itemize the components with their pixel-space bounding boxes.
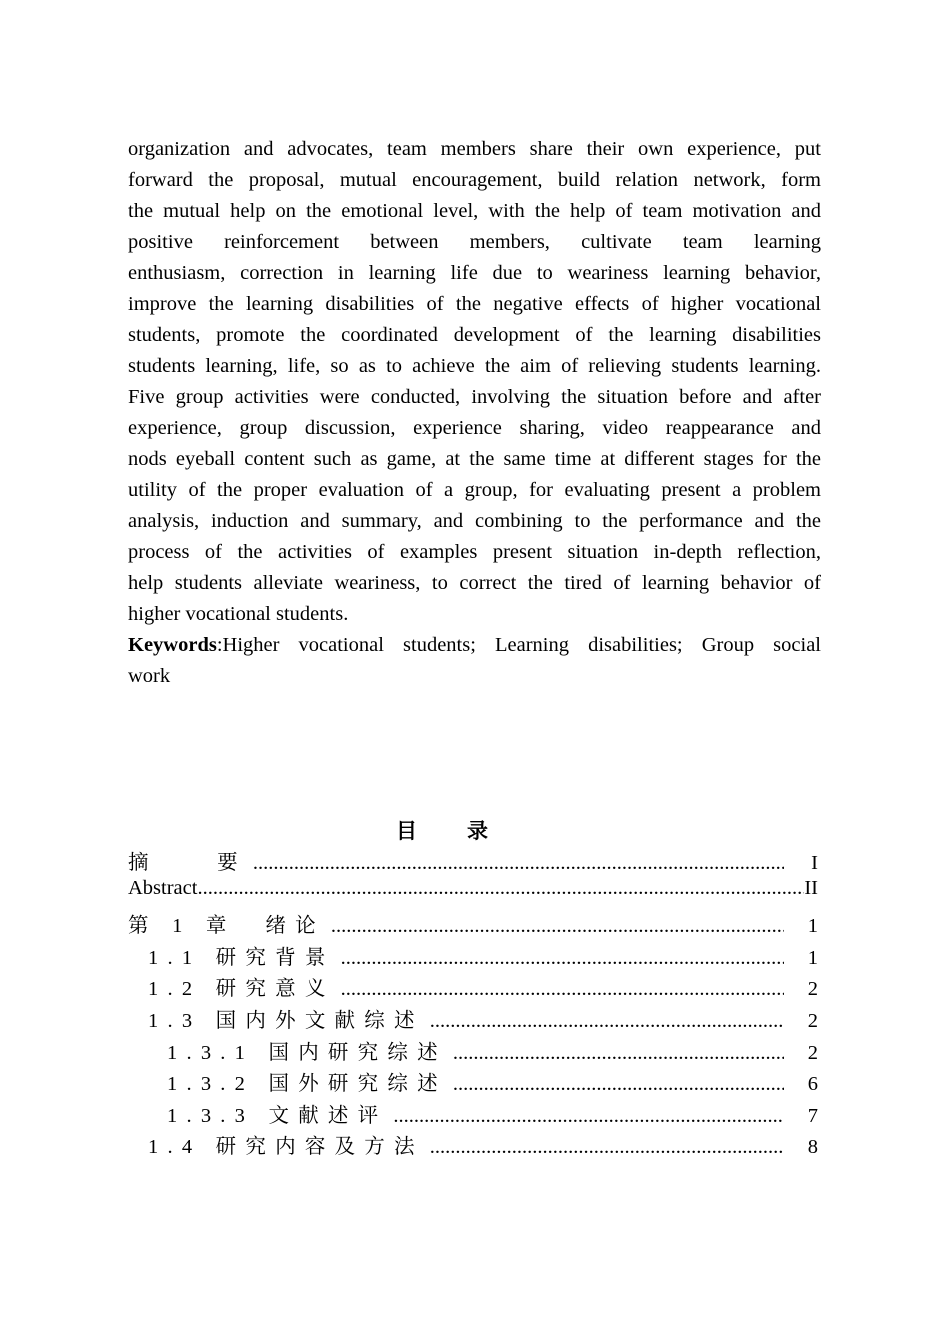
abstract-line: organization and advocates, team members share their own experience, put — [128, 138, 821, 160]
abstract-line: experience, group discussion, experience sharing, video reappearance and — [128, 417, 821, 439]
dot-leader — [341, 947, 784, 970]
abstract-line: positive reinforcement between members, cultivate team learning — [128, 231, 821, 253]
toc-entry-abstract-cn[interactable] — [128, 845, 818, 877]
abstract-line: forward the proposal, mutual encouragement, build relation network, form — [128, 169, 821, 191]
abstract-body — [128, 134, 821, 692]
toc-entry-1-1[interactable] — [128, 940, 818, 972]
toc-entry-label: 1.4 研究内容及方法 — [148, 1136, 424, 1159]
dot-leader — [393, 1105, 784, 1128]
toc-entry-label: 1.3.2 国外研究综述 — [167, 1073, 447, 1096]
toc-entry-1-3[interactable] — [128, 1003, 818, 1035]
keywords-label: Keywords — [128, 634, 217, 656]
toc-entry-1-4[interactable] — [128, 1129, 818, 1161]
toc-page-number: 7 — [807, 1104, 818, 1127]
toc-page-number: I — [811, 852, 818, 874]
toc-page-number: II — [804, 876, 818, 899]
toc-entry-label: 1.2 研究意义 — [148, 978, 335, 1001]
toc-page-number: 2 — [807, 978, 818, 1001]
dot-leader — [453, 1073, 784, 1096]
toc-entry-label: 1.3 国内外文献综述 — [148, 1009, 424, 1032]
toc-page-number: 1 — [807, 946, 818, 969]
dot-leader — [430, 1136, 784, 1159]
abstract-line: help students alleviate weariness, to correct the tired of learning behavior of — [128, 572, 821, 594]
table-of-contents — [128, 845, 818, 1161]
toc-entry-chapter-1[interactable] — [128, 908, 818, 940]
dot-leader — [197, 877, 804, 900]
toc-entry-label: Abstract — [128, 876, 198, 899]
abstract-line: process of the activities of examples present situation in-depth reflection, — [128, 541, 821, 563]
toc-page-number: 2 — [807, 1041, 818, 1064]
toc-page-number: 1 — [807, 915, 818, 938]
dot-leader — [453, 1042, 784, 1065]
toc-entry-label: 1.1 研究背景 — [148, 946, 335, 969]
dot-leader — [430, 1010, 784, 1033]
abstract-line: enthusiasm, correction in learning life due to weariness learning behavior, — [128, 262, 821, 284]
toc-page-number: 6 — [807, 1073, 818, 1096]
keywords-text: :Higher vocational students; Learning disabilities; Group social — [216, 634, 821, 656]
abstract-line: nods eyeball content such as game, at the same time at different stages for the — [128, 448, 821, 470]
abstract-line: analysis, induction and summary, and combining to the performance and the — [128, 510, 821, 532]
dot-leader — [341, 978, 784, 1001]
toc-entry-1-3-3[interactable] — [128, 1098, 818, 1130]
toc-entry-label: 1.3.1 国内研究综述 — [167, 1041, 447, 1064]
toc-entry-label: 1.3.3 文献述评 — [167, 1104, 388, 1127]
dot-leader — [253, 852, 784, 875]
toc-entry-label: 摘 要 — [128, 852, 247, 874]
abstract-line: Five group activities were conducted, involving the situation before and after — [128, 386, 821, 408]
toc-entry-label: 第 1 章 绪论 — [128, 915, 325, 938]
abstract-line: students learning, life, so as to achieve the aim of relieving students learning. — [128, 355, 821, 377]
toc-title: 目录 — [396, 819, 538, 843]
toc-entry-1-3-1[interactable] — [128, 1035, 818, 1067]
dot-leader — [331, 915, 784, 938]
keywords-line — [128, 630, 821, 661]
abstract-line: the mutual help on the emotional level, with the help of team motivation and — [128, 200, 821, 222]
toc-page-number: 8 — [807, 1136, 818, 1159]
toc-entry-abstract-en[interactable] — [128, 877, 818, 909]
toc-page-number: 2 — [807, 1009, 818, 1032]
abstract-line: higher vocational students. — [128, 603, 349, 625]
toc-entry-1-2[interactable] — [128, 971, 818, 1003]
abstract-line: improve the learning disabilities of the negative effects of higher vocational — [128, 293, 821, 315]
abstract-line: utility of the proper evaluation of a group, for evaluating present a problem — [128, 479, 821, 501]
keywords-text-cont: work — [128, 665, 171, 687]
toc-entry-1-3-2[interactable] — [128, 1066, 818, 1098]
abstract-line: students, promote the coordinated development of the learning disabilities — [128, 324, 821, 346]
